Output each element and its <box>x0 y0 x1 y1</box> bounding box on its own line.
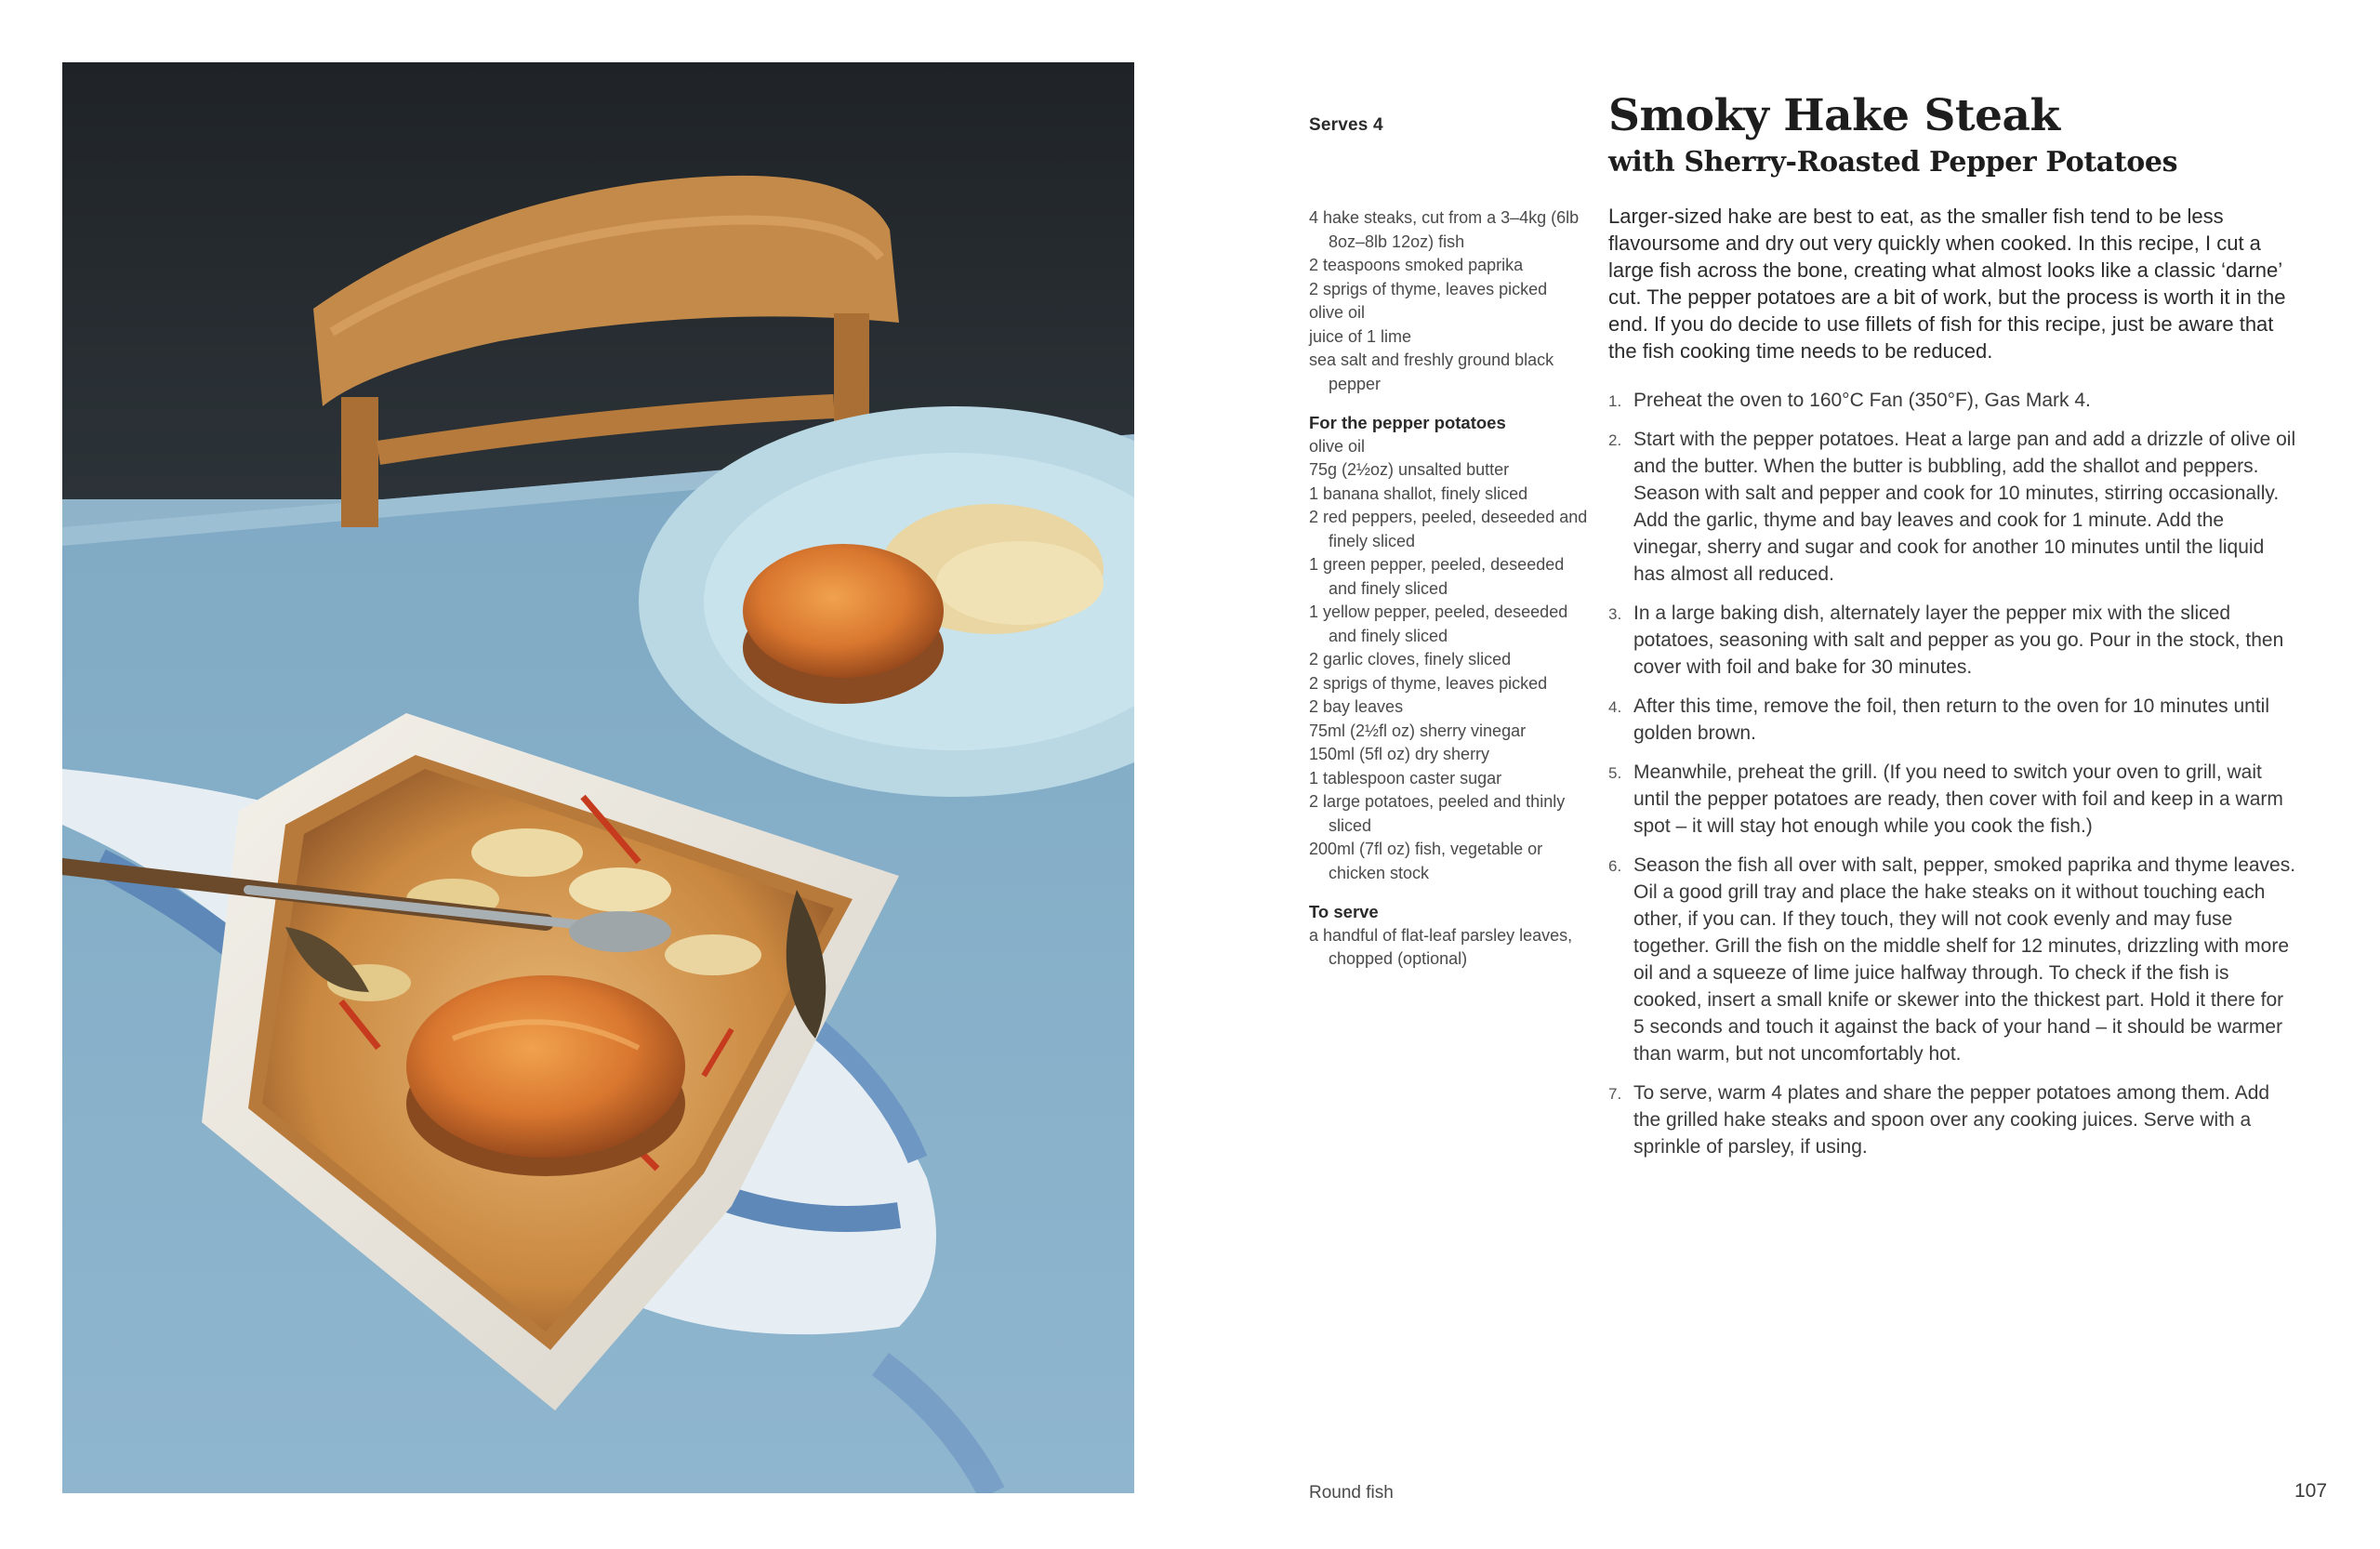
recipe-intro: Larger-sized hake are best to eat, as the smaller fish tend to be less flavoursome and dry out very quickly when cooked. In this recipe, I cut a large fish across the bone, creating what almost looks like a classic ‘darne’ cut. The pepper potatoes are a bit of work, but the process is worth it in the end. If you do decide to use fillets of fish for this recipe, just be aware that the fish cooking time needs to be reduced. <box>1608 205 2286 363</box>
step-number: 3. <box>1608 605 1622 623</box>
ingredient: olive oil <box>1309 303 1366 322</box>
to-serve-ingredients <box>1309 924 1588 972</box>
ingredient: 1 tablespoon caster sugar <box>1309 768 1502 788</box>
main-ingredients <box>1309 206 1588 396</box>
method-step <box>1608 1079 2296 1160</box>
ingredient: 200ml (7fl oz) fish, vegetable or chicken stock <box>1309 840 1543 882</box>
method-step <box>1608 693 2296 747</box>
page-number: 107 <box>2294 1480 2328 1502</box>
recipe-title: Smoky Hake Steak <box>1608 90 2060 141</box>
step-text: Season the fish all over with salt, pepper, smoked paprika and thyme leaves. Oil a good grill tray and place the hake steaks on it without touching each other, if you can. If they touch, they will not cook evenly and may fuse together. Grill the fish on the middle shelf for 12 minutes, drizzling with more oil and a squeeze of lime juice halfway through. To check if the fish is cooked, insert a small knife or skewer into the thickest part. Hold it there for 5 seconds and touch it against the back of your hand – it should be warmer than warm, but not uncomfortably hot. <box>1633 854 2296 1065</box>
step-number: 2. <box>1608 431 1622 449</box>
method-step <box>1608 600 2296 681</box>
step-number: 4. <box>1608 698 1622 716</box>
ingredient: olive oil <box>1309 436 1366 456</box>
ingredients-list <box>1309 206 1588 972</box>
recipe-subtitle: with Sherry-Roasted Pepper Potatoes <box>1608 146 2178 179</box>
serves-label: Serves 4 <box>1309 115 1383 135</box>
ingredient: 1 banana shallot, finely sliced <box>1309 483 1528 503</box>
ingredient: 2 sprigs of thyme, leaves picked <box>1309 279 1548 298</box>
to-serve-heading: To serve <box>1309 902 1379 921</box>
ingredient: a handful of flat-leaf parsley leaves, chopped (optional) <box>1309 925 1573 968</box>
step-text: Meanwhile, preheat the grill. (If you need to switch your oven to grill, wait until the pepper potatoes are ready, then cover with foil and keep in a warm spot – it will stay hot enough while you cook the fish.) <box>1633 761 2283 837</box>
method-step <box>1608 426 2296 588</box>
pepper-potatoes-heading: For the pepper potatoes <box>1309 413 1506 432</box>
ingredient: 2 teaspoons smoked paprika <box>1309 256 1524 274</box>
ingredient: sea salt and freshly ground black pepper <box>1309 351 1554 393</box>
step-number: 6. <box>1608 857 1622 875</box>
section-footer: Round fish <box>1309 1483 1394 1503</box>
ingredient: 150ml (5fl oz) dry sherry <box>1309 745 1490 763</box>
ingredient: 1 yellow pepper, peeled, deseeded and finely sliced <box>1309 602 1568 645</box>
step-text: After this time, remove the foil, then return to the oven for 10 minutes until golden brown. <box>1633 695 2270 744</box>
step-text: Start with the pepper potatoes. Heat a large pan and add a drizzle of olive oil and the butter. When the butter is bubbling, add the shallot and peppers. Season with salt and pepper and cook for 10 minutes, stirring occasionally. Add the garlic, thyme and bay leaves and cook for 1 minute. Add the vinegar, sherry and sugar and cook for another 10 minutes until the liquid has almost all reduced. <box>1633 429 2296 585</box>
ingredient: 4 hake steaks, cut from a 3–4kg (6lb 8oz–8lb 12oz) fish <box>1309 208 1580 251</box>
ingredient: 2 large potatoes, peeled and thinly sliced <box>1309 792 1566 835</box>
step-text: To serve, warm 4 plates and share the pepper potatoes among them. Add the grilled hake steaks and spoon over any cooking juices. Serve with a sprinkle of parsley, if using. <box>1633 1082 2270 1158</box>
step-text: In a large baking dish, alternately layer the pepper mix with the sliced potatoes, seasoning with salt and pepper as you go. Pour in the stock, then cover with foil and bake for 30 minutes. <box>1633 602 2284 678</box>
pepper-potatoes-ingredients <box>1309 435 1588 886</box>
ingredient: 75ml (2½fl oz) sherry vinegar <box>1309 721 1527 740</box>
ingredient: 2 garlic cloves, finely sliced <box>1309 650 1512 669</box>
method-steps <box>1608 387 2296 1172</box>
ingredient: 75g (2½oz) unsalted butter <box>1309 460 1510 479</box>
step-number: 1. <box>1608 392 1622 410</box>
ingredient: juice of 1 lime <box>1309 326 1412 346</box>
ingredient: 1 green pepper, peeled, deseeded and finely sliced <box>1309 555 1565 598</box>
step-number: 7. <box>1608 1085 1622 1103</box>
ingredient: 2 sprigs of thyme, leaves picked <box>1309 673 1548 693</box>
method-step <box>1608 759 2296 840</box>
method-step <box>1608 387 2296 414</box>
method-step <box>1608 852 2296 1067</box>
step-number: 5. <box>1608 764 1622 782</box>
hake-dish-photo <box>62 62 1134 1493</box>
recipe-photo <box>62 62 1134 1493</box>
step-text: Preheat the oven to 160°C Fan (350°F), Gas Mark 4. <box>1633 390 2091 411</box>
ingredient: 2 red peppers, peeled, deseeded and finely sliced <box>1309 508 1588 550</box>
ingredient: 2 bay leaves <box>1309 697 1404 716</box>
